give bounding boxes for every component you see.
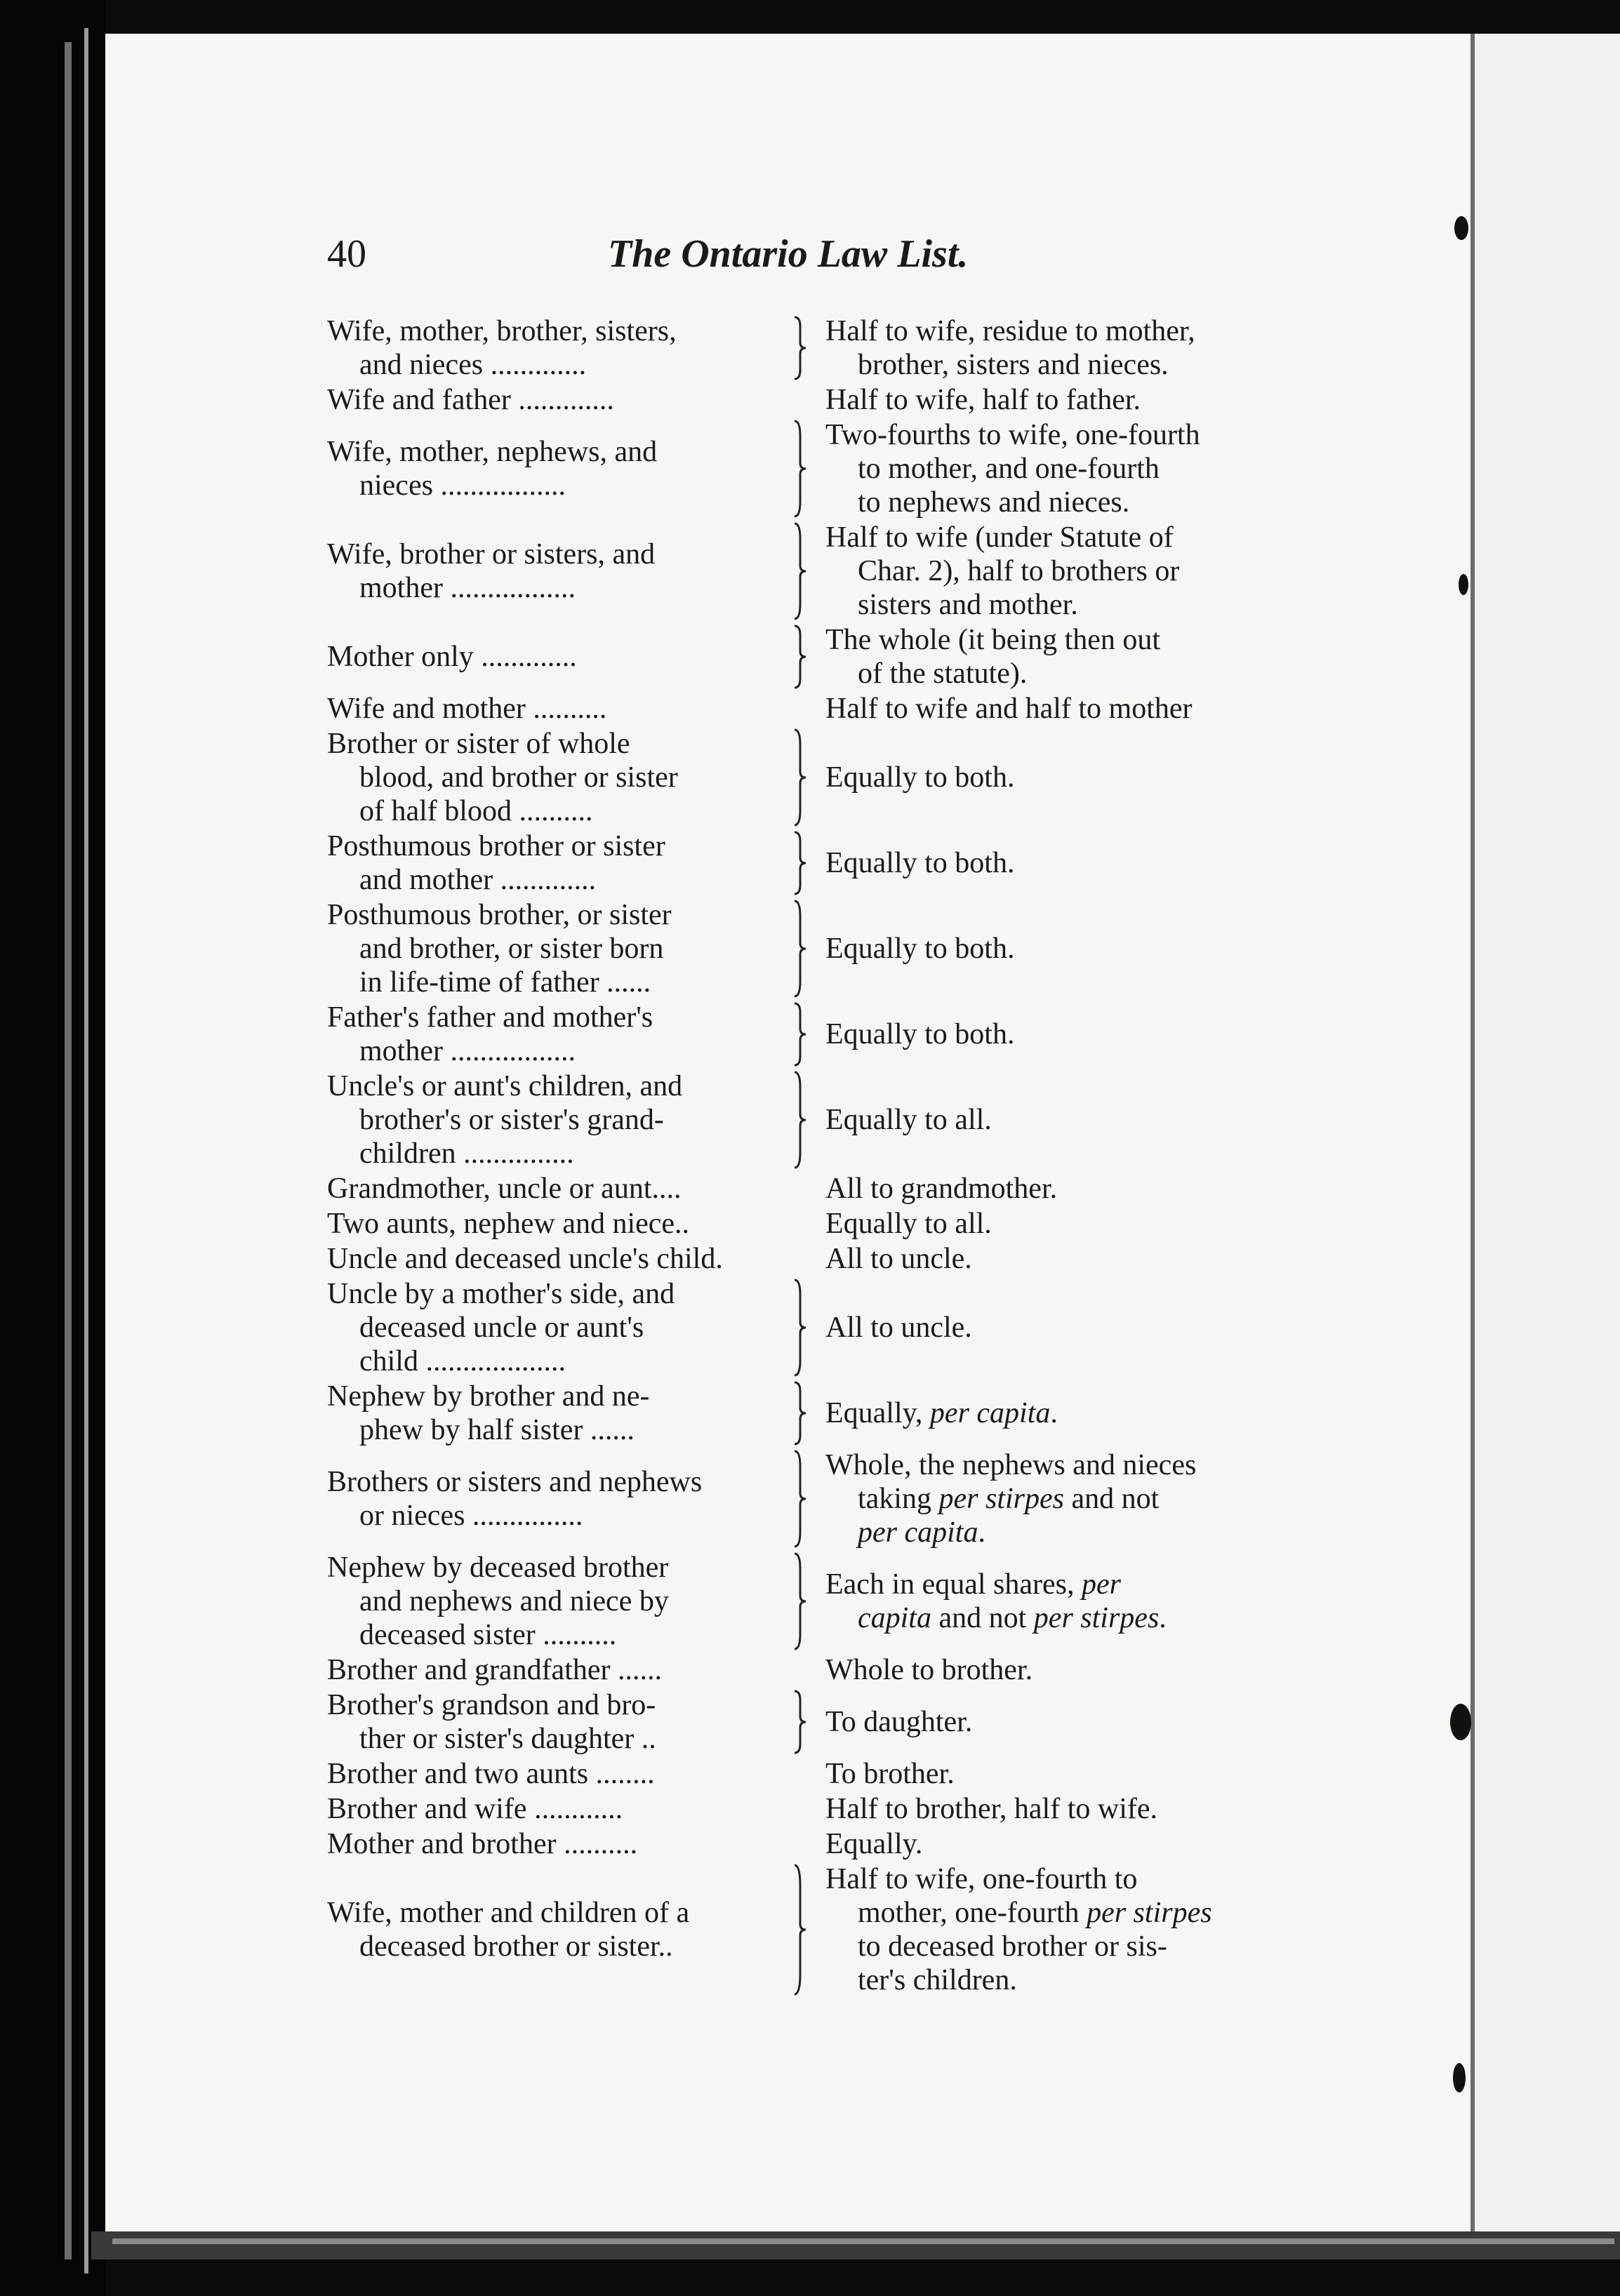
- distribution-cell: [825, 932, 1359, 966]
- relatives-cell: [327, 692, 808, 726]
- relatives-cell: [327, 1465, 808, 1533]
- distribution-line: Half to wife, one-fourth to: [825, 1863, 1138, 1895]
- distribution-line: sisters and mother.: [858, 589, 1078, 621]
- distribution-cell: [825, 1568, 1359, 1635]
- relatives-line: mother .................: [359, 572, 576, 604]
- relatives-line: nieces .................: [359, 469, 566, 502]
- relatives-line: blood, and brother or sister: [359, 761, 678, 794]
- relatives-line: Grandmother, uncle or aunt....: [327, 1173, 682, 1205]
- relatives-line: Nephew by deceased brother: [327, 1551, 669, 1584]
- distribution-line: Equally to both.: [825, 761, 1015, 794]
- brace-mark: [790, 727, 809, 828]
- table-row: [327, 1653, 1359, 1688]
- table-row: [327, 1688, 1359, 1757]
- distribution-cell: [825, 761, 1359, 794]
- relatives-line: Two aunts, nephew and niece..: [327, 1208, 690, 1240]
- relatives-line: and mother .............: [359, 864, 597, 896]
- page-bottom-line: [112, 2238, 1614, 2244]
- table-row: [327, 1551, 1359, 1653]
- distribution-line: Equally.: [825, 1828, 923, 1860]
- relatives-cell: [327, 1242, 808, 1276]
- distribution-cell: [825, 1311, 1359, 1344]
- binding-edge-light: [84, 28, 88, 2274]
- ink-blot: [1459, 574, 1468, 595]
- distribution-line: to mother, and one-fourth: [858, 453, 1160, 485]
- relatives-cell: [327, 1172, 808, 1206]
- relatives-line: deceased sister ..........: [359, 1619, 617, 1651]
- relatives-cell: [327, 1827, 808, 1861]
- relatives-line: Brother and grandfather ......: [327, 1654, 662, 1686]
- relatives-line: Wife, brother or sisters, and: [327, 538, 656, 570]
- relatives-cell: [327, 1207, 808, 1241]
- distribution-cell: [825, 1103, 1359, 1137]
- distribution-cell: [825, 1396, 1359, 1430]
- distribution-line: Equally to both.: [825, 1018, 1015, 1050]
- relatives-cell: [327, 435, 808, 502]
- relatives-cell: [327, 1896, 808, 1963]
- table-row: [327, 1277, 1359, 1380]
- relatives-line: Posthumous brother or sister: [327, 830, 665, 862]
- distribution-line: Half to wife and half to mother: [825, 693, 1193, 725]
- distribution-cell: [825, 1207, 1359, 1241]
- distribution-line: Half to wife (under Statute of: [825, 521, 1174, 554]
- relatives-line: in life-time of father ......: [359, 966, 651, 999]
- distribution-cell: [825, 1017, 1359, 1051]
- distribution-line: The whole (it being then out: [825, 624, 1161, 656]
- distribution-line: taking per stirpes and not: [858, 1483, 1160, 1515]
- succession-table: [327, 314, 1359, 1998]
- relatives-line: and nieces .............: [359, 349, 587, 381]
- distribution-line: To brother.: [825, 1758, 955, 1790]
- table-row: [327, 314, 1359, 383]
- relatives-line: mother .................: [359, 1035, 576, 1067]
- relatives-line: of half blood ..........: [359, 795, 593, 827]
- table-row: [327, 829, 1359, 898]
- ink-blot: [1450, 1704, 1471, 1740]
- distribution-line: mother, one-fourth per stirpes: [858, 1897, 1212, 1929]
- brace-mark: [790, 1277, 809, 1378]
- relatives-cell: [327, 1277, 808, 1378]
- brace-mark: [790, 1688, 809, 1756]
- distribution-cell: [825, 692, 1359, 726]
- relatives-cell: [327, 727, 808, 828]
- relatives-line: ther or sister's daughter ..: [359, 1723, 656, 1755]
- ink-blot: [1454, 216, 1468, 240]
- distribution-line: to deceased brother or sis-: [858, 1930, 1167, 1963]
- relatives-line: Brother or sister of whole: [327, 728, 630, 760]
- brace-mark: [790, 1380, 809, 1447]
- relatives-cell: [327, 1069, 808, 1170]
- table-row: [327, 1792, 1359, 1827]
- ink-blot: [1453, 2063, 1466, 2093]
- distribution-line: Half to wife, half to father.: [825, 384, 1141, 416]
- distribution-line: Equally to both.: [825, 933, 1015, 965]
- binding-edge: [65, 42, 72, 2260]
- brace-mark: [790, 314, 809, 382]
- distribution-line: capita and not per stirpes.: [858, 1602, 1167, 1634]
- relatives-line: Nephew by brother and ne-: [327, 1380, 650, 1413]
- relatives-line: Posthumous brother, or sister: [327, 899, 672, 931]
- relatives-line: Father's father and mother's: [327, 1001, 653, 1034]
- table-row: [327, 1172, 1359, 1207]
- distribution-line: Two-fourths to wife, one-fourth: [825, 419, 1200, 451]
- distribution-line: All to grandmother.: [825, 1173, 1058, 1205]
- page-header: [327, 232, 1310, 281]
- relatives-line: Uncle's or aunt's children, and: [327, 1070, 683, 1102]
- distribution-line: Half to wife, residue to mother,: [825, 315, 1195, 347]
- relatives-cell: [327, 1688, 808, 1756]
- distribution-cell: [825, 1792, 1359, 1826]
- table-row: [327, 1862, 1359, 1998]
- relatives-line: child ...................: [359, 1345, 566, 1377]
- distribution-cell: [825, 1172, 1359, 1206]
- relatives-cell: [327, 829, 808, 897]
- relatives-line: Brother and wife ............: [327, 1793, 623, 1825]
- distribution-line: Whole, the nephews and nieces: [825, 1449, 1197, 1481]
- distribution-cell: [825, 1242, 1359, 1276]
- relatives-line: phew by half sister ......: [359, 1414, 635, 1446]
- brace-mark: [790, 829, 809, 897]
- distribution-line: brother, sisters and nieces.: [858, 349, 1169, 381]
- relatives-line: Brother's grandson and bro-: [327, 1689, 656, 1721]
- distribution-line: Equally to all.: [825, 1104, 992, 1136]
- distribution-line: per capita.: [858, 1516, 985, 1549]
- relatives-cell: [327, 1653, 808, 1687]
- table-row: [327, 1757, 1359, 1792]
- relatives-cell: [327, 898, 808, 999]
- brace-mark: [790, 418, 809, 519]
- relatives-line: brother's or sister's grand-: [359, 1104, 664, 1136]
- table-row: [327, 1242, 1359, 1277]
- distribution-line: Half to brother, half to wife.: [825, 1793, 1157, 1825]
- page-number: 40: [327, 232, 366, 276]
- relatives-cell: [327, 1551, 808, 1652]
- distribution-line: ter's children.: [858, 1964, 1017, 1996]
- relatives-line: Wife, mother, brother, sisters,: [327, 315, 677, 347]
- distribution-cell: [825, 314, 1359, 382]
- binding-spine: [0, 0, 105, 2296]
- distribution-line: All to uncle.: [825, 1243, 972, 1275]
- relatives-line: Wife, mother, nephews, and: [327, 436, 658, 468]
- relatives-cell: [327, 1001, 808, 1068]
- distribution-line: Equally, per capita.: [825, 1397, 1058, 1429]
- relatives-cell: [327, 1792, 808, 1826]
- distribution-line: Whole to brother.: [825, 1654, 1033, 1686]
- relatives-line: Wife, mother and children of a: [327, 1897, 690, 1929]
- relatives-cell: [327, 314, 808, 382]
- relatives-line: Brother and two aunts ........: [327, 1758, 655, 1790]
- distribution-line: To daughter.: [825, 1706, 973, 1738]
- distribution-cell: [825, 1757, 1359, 1791]
- distribution-line: Char. 2), half to brothers or: [858, 555, 1180, 587]
- distribution-cell: [825, 1705, 1359, 1739]
- distribution-cell: [825, 623, 1359, 690]
- brace-mark: [790, 1551, 809, 1652]
- distribution-cell: [825, 1827, 1359, 1861]
- table-row: [327, 1380, 1359, 1448]
- distribution-line: Equally to all.: [825, 1208, 992, 1240]
- relatives-line: deceased brother or sister..: [359, 1930, 673, 1963]
- page-bottom-border: [91, 2231, 1620, 2260]
- relatives-line: children ...............: [359, 1137, 574, 1170]
- table-row: [327, 418, 1359, 521]
- relatives-line: Uncle and deceased uncle's child.: [327, 1243, 723, 1275]
- relatives-line: Brothers or sisters and nephews: [327, 1466, 703, 1498]
- brace-mark: [790, 623, 809, 690]
- next-page-edge: [1475, 34, 1620, 2244]
- relatives-line: Wife and father .............: [327, 384, 614, 416]
- brace-mark: [790, 1069, 809, 1170]
- relatives-line: Wife and mother ..........: [327, 693, 607, 725]
- relatives-cell: [327, 1380, 808, 1447]
- running-title: The Ontario Law List.: [608, 232, 969, 276]
- distribution-cell: [825, 1862, 1359, 1997]
- distribution-line: to nephews and nieces.: [858, 486, 1130, 519]
- brace-mark: [790, 1862, 809, 1997]
- relatives-line: deceased uncle or aunt's: [359, 1311, 644, 1344]
- table-row: [327, 1207, 1359, 1242]
- relatives-cell: [327, 383, 808, 417]
- table-row: [327, 1001, 1359, 1069]
- distribution-line: Each in equal shares, per: [825, 1568, 1122, 1601]
- relatives-line: Uncle by a mother's side, and: [327, 1278, 675, 1310]
- table-row: [327, 521, 1359, 623]
- table-row: [327, 727, 1359, 829]
- brace-mark: [790, 898, 809, 999]
- distribution-line: of the statute).: [858, 658, 1028, 690]
- table-row: [327, 692, 1359, 727]
- brace-mark: [790, 521, 809, 622]
- distribution-cell: [825, 846, 1359, 880]
- table-row: [327, 898, 1359, 1001]
- distribution-line: All to uncle.: [825, 1311, 972, 1344]
- distribution-cell: [825, 383, 1359, 417]
- table-row: [327, 383, 1359, 418]
- relatives-line: or nieces ...............: [359, 1500, 583, 1532]
- distribution-cell: [825, 1448, 1359, 1549]
- brace-mark: [790, 1001, 809, 1068]
- table-row: [327, 623, 1359, 692]
- relatives-line: Mother only .............: [327, 641, 577, 673]
- table-row: [327, 1827, 1359, 1862]
- relatives-cell: [327, 538, 808, 605]
- relatives-line: Mother and brother ..........: [327, 1828, 638, 1860]
- table-row: [327, 1448, 1359, 1551]
- distribution-line: Equally to both.: [825, 847, 1015, 879]
- relatives-cell: [327, 640, 808, 674]
- brace-mark: [790, 1448, 809, 1549]
- table-row: [327, 1069, 1359, 1172]
- relatives-line: and brother, or sister born: [359, 933, 664, 965]
- distribution-cell: [825, 418, 1359, 519]
- relatives-line: and nephews and niece by: [359, 1585, 669, 1617]
- distribution-cell: [825, 521, 1359, 622]
- distribution-cell: [825, 1653, 1359, 1687]
- relatives-cell: [327, 1757, 808, 1791]
